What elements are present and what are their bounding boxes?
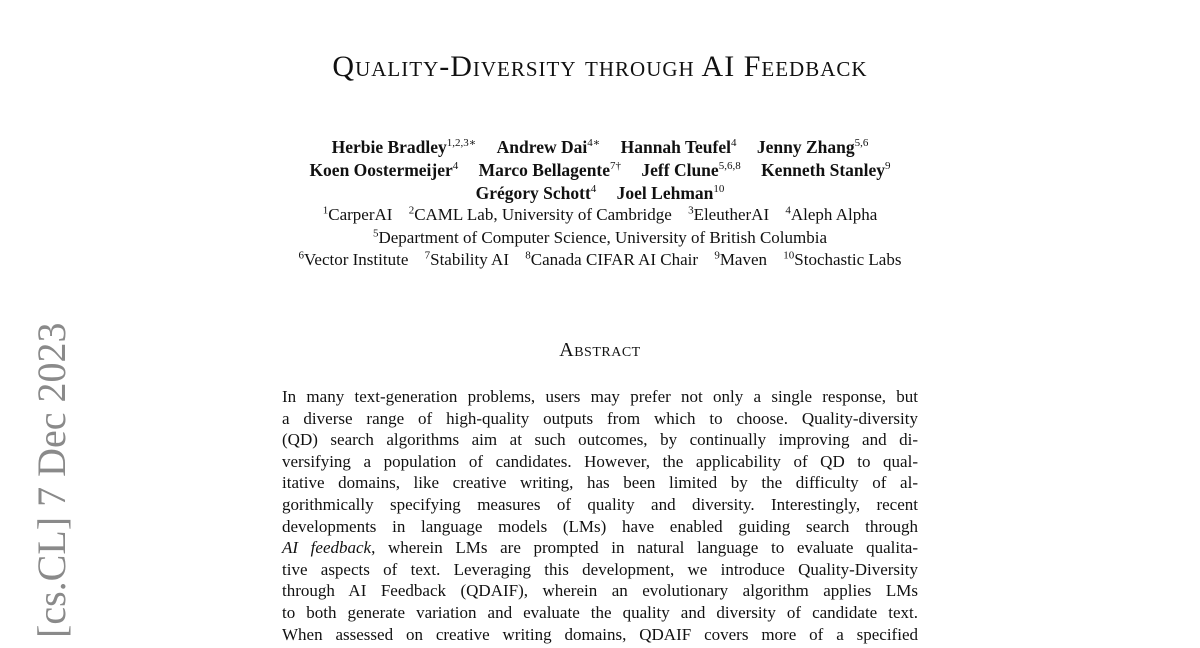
abstract-line: When assessed on creative writing domains, QDAIF covers more of a specified	[282, 624, 918, 644]
author: Andrew Dai$^{4∗}$	[496, 137, 601, 157]
affiliation-line	[0, 227, 1200, 250]
author-line	[0, 159, 1200, 182]
abstract-line: tive aspects of text. Leveraging this development, we introduce Quality-Diversity	[282, 559, 918, 579]
affiliation: $^4$Aleph Alpha	[785, 204, 878, 224]
affiliation: $^6$Vector Institute	[298, 249, 409, 269]
abstract-line: (QD) search algorithms aim at such outcomes, by continually improving and di-	[282, 430, 918, 450]
author: Kenneth Stanley$^9$	[761, 160, 891, 180]
arxiv-stamp-text: [cs.CL] 7 Dec 2023	[29, 322, 74, 638]
author: Jeff Clune$^{5,6,8}$	[641, 160, 741, 180]
affiliation: $^5$Department of Computer Science, University of British Columbia	[372, 226, 828, 247]
abstract-line: AI feedback, wherein LMs are prompted in natural language to evaluate qualita-	[282, 538, 919, 558]
affiliation-line	[0, 249, 1200, 272]
affiliation: $^8$Canada CIFAR AI Chair	[525, 249, 699, 269]
affiliation: $^3$EleutherAI	[688, 204, 770, 224]
author-list	[0, 136, 1200, 205]
author: Jenny Zhang$^{5,6}$	[756, 137, 869, 157]
affiliation-list	[0, 204, 1200, 272]
abstract-line: versifying a population of candidates. However, the applicability of QD to qual-	[282, 451, 918, 471]
author: Herbie Bradley$^{1,2,3∗}$	[331, 137, 477, 157]
affiliation: $^7$Stability AI	[424, 249, 509, 269]
author-line	[0, 182, 1200, 205]
abstract-heading: Abstract	[559, 339, 641, 361]
abstract-line: through AI Feedback (QDAIF), wherein an evolutionary algorithm applies LMs	[282, 581, 918, 601]
abstract-line: itative domains, like creative writing, has been limited by the difficulty of al-	[282, 473, 918, 493]
author: Marco Bellagente$^{7\dagger}$	[478, 160, 622, 180]
abstract-line: developments in language models (LMs) have enabled guiding search through	[282, 516, 918, 536]
affiliation: $^{10}$Stochastic Labs	[783, 249, 902, 269]
affiliation-line	[0, 204, 1200, 227]
author: Joel Lehman$^{10}$	[616, 183, 725, 203]
author: Koen Oostermeijer$^4$	[309, 160, 459, 180]
affiliation: $^1$CarperAI	[322, 204, 393, 224]
emphasis: AI feedback	[282, 538, 372, 558]
paper-title: Quality-Diversity through AI Feedback	[332, 50, 868, 83]
abstract-line: gorithmically specifying measures of quality and diversity. Interestingly, recent	[282, 494, 918, 514]
author: Hannah Teufel$^4$	[620, 137, 737, 157]
affiliation: $^2$CAML Lab, University of Cambridge	[408, 204, 672, 224]
abstract-line: to both generate variation and evaluate the quality and diversity of candidate text.	[282, 602, 918, 622]
abstract-body	[282, 386, 918, 645]
affiliation: $^9$Maven	[714, 249, 768, 269]
author: Grégory Schott$^4$	[475, 183, 597, 203]
abstract-line: In many text-generation problems, users may prefer not only a single response, but	[282, 387, 918, 406]
arxiv-stamp	[24, 318, 80, 638]
abstract-line: a diverse range of high-quality outputs from which to choose. Quality-diversity	[282, 408, 918, 428]
author-line	[0, 136, 1200, 159]
